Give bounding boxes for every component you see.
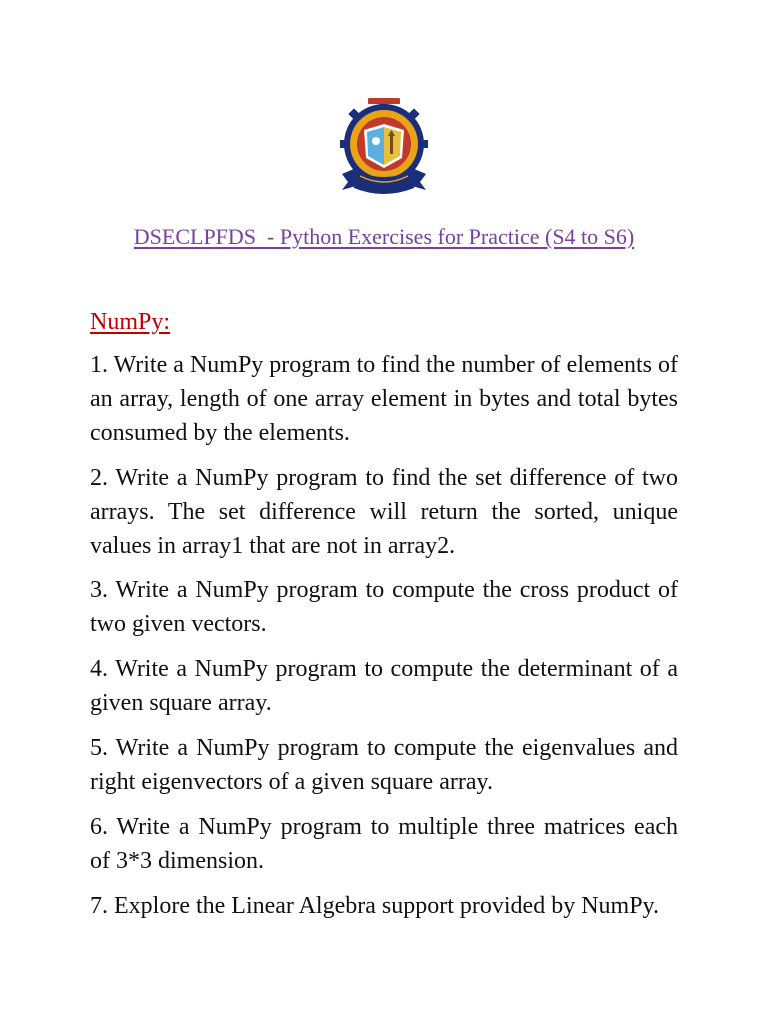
document-title: DSECLPFDS - Python Exercises for Practice (S4 to S6): [133, 224, 635, 249]
section-heading: NumPy:: [90, 309, 171, 335]
exercise-item-5: 5. Write a NumPy program to compute the eigenvalues and right eigenvectors of a given square array.: [90, 735, 678, 795]
exercise-item-3: 3. Write a NumPy program to compute the cross product of two given vectors.: [90, 577, 678, 637]
exercise-item-1: 1. Write a NumPy program to find the number of elements of an array, length of one array element in bytes and total bytes consumed by the elements.: [90, 352, 678, 446]
exercise-item-2: 2. Write a NumPy program to find the set difference of two arrays. The set difference will return the sorted, unique values in array1 that are not in array2.: [90, 465, 678, 559]
exercise-item-4: 4. Write a NumPy program to compute the determinant of a given square array.: [90, 656, 678, 716]
institute-crest-icon: [334, 96, 434, 202]
crest-top-scroll: [368, 98, 400, 104]
exercise-item-7: 7. Explore the Linear Algebra support provided by NumPy.: [90, 893, 659, 919]
exercise-item-6: 6. Write a NumPy program to multiple three matrices each of 3*3 dimension.: [90, 814, 678, 874]
